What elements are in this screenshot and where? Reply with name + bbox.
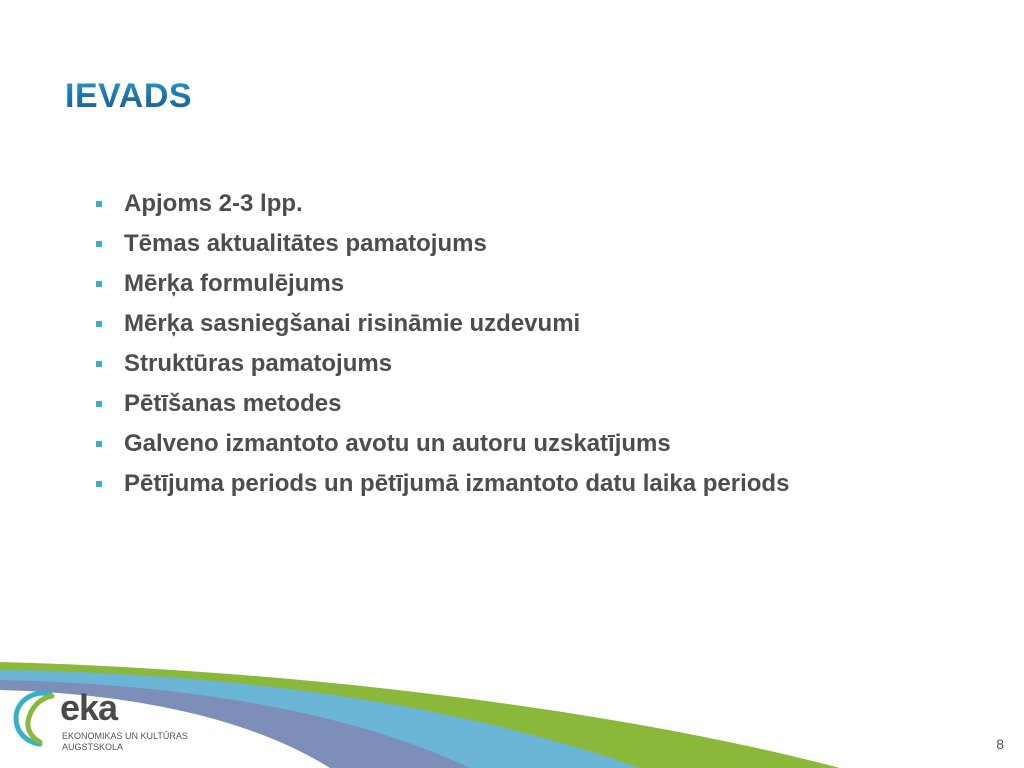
bullet-text: Galveno izmantoto avotu un autoru uzskatījums bbox=[124, 430, 671, 457]
list-item bbox=[96, 264, 789, 304]
eka-logo-mark-icon bbox=[12, 688, 64, 748]
square-bullet-icon bbox=[96, 321, 102, 327]
square-bullet-icon bbox=[96, 441, 102, 447]
list-item bbox=[96, 464, 789, 504]
bullet-list bbox=[96, 184, 789, 504]
logo-subtitle-line-1: EKONOMIKAS UN KULTŪRAS bbox=[62, 731, 188, 741]
square-bullet-icon bbox=[96, 241, 102, 247]
square-bullet-icon bbox=[96, 481, 102, 487]
list-item bbox=[96, 224, 789, 264]
square-bullet-icon bbox=[96, 201, 102, 207]
bullet-text: Mērķa sasniegšanai risināmie uzdevumi bbox=[124, 310, 581, 337]
list-item bbox=[96, 304, 789, 344]
list-item bbox=[96, 344, 789, 384]
list-item bbox=[96, 184, 789, 224]
bullet-text: Pētīšanas metodes bbox=[124, 390, 342, 417]
bullet-text: Struktūras pamatojums bbox=[124, 350, 393, 377]
bullet-text: Mērķa formulējums bbox=[124, 270, 345, 297]
eka-logo bbox=[12, 688, 212, 758]
bullet-text: Pētījuma periods un pētījumā izmantoto datu laika periods bbox=[124, 470, 790, 497]
logo-subtitle-line-2: AUGSTSKOLA bbox=[62, 742, 124, 752]
bullet-text: Tēmas aktualitātes pamatojums bbox=[124, 230, 487, 257]
list-item bbox=[96, 384, 789, 424]
slide-title: IEVADS bbox=[65, 74, 192, 118]
bullet-text: Apjoms 2-3 lpp. bbox=[124, 190, 303, 217]
logo-subtitle bbox=[62, 731, 188, 753]
square-bullet-icon bbox=[96, 281, 102, 287]
logo-wordmark: eka bbox=[60, 687, 118, 728]
square-bullet-icon bbox=[96, 401, 102, 407]
square-bullet-icon bbox=[96, 361, 102, 367]
list-item bbox=[96, 424, 789, 464]
page-number: 8 bbox=[996, 736, 1004, 752]
